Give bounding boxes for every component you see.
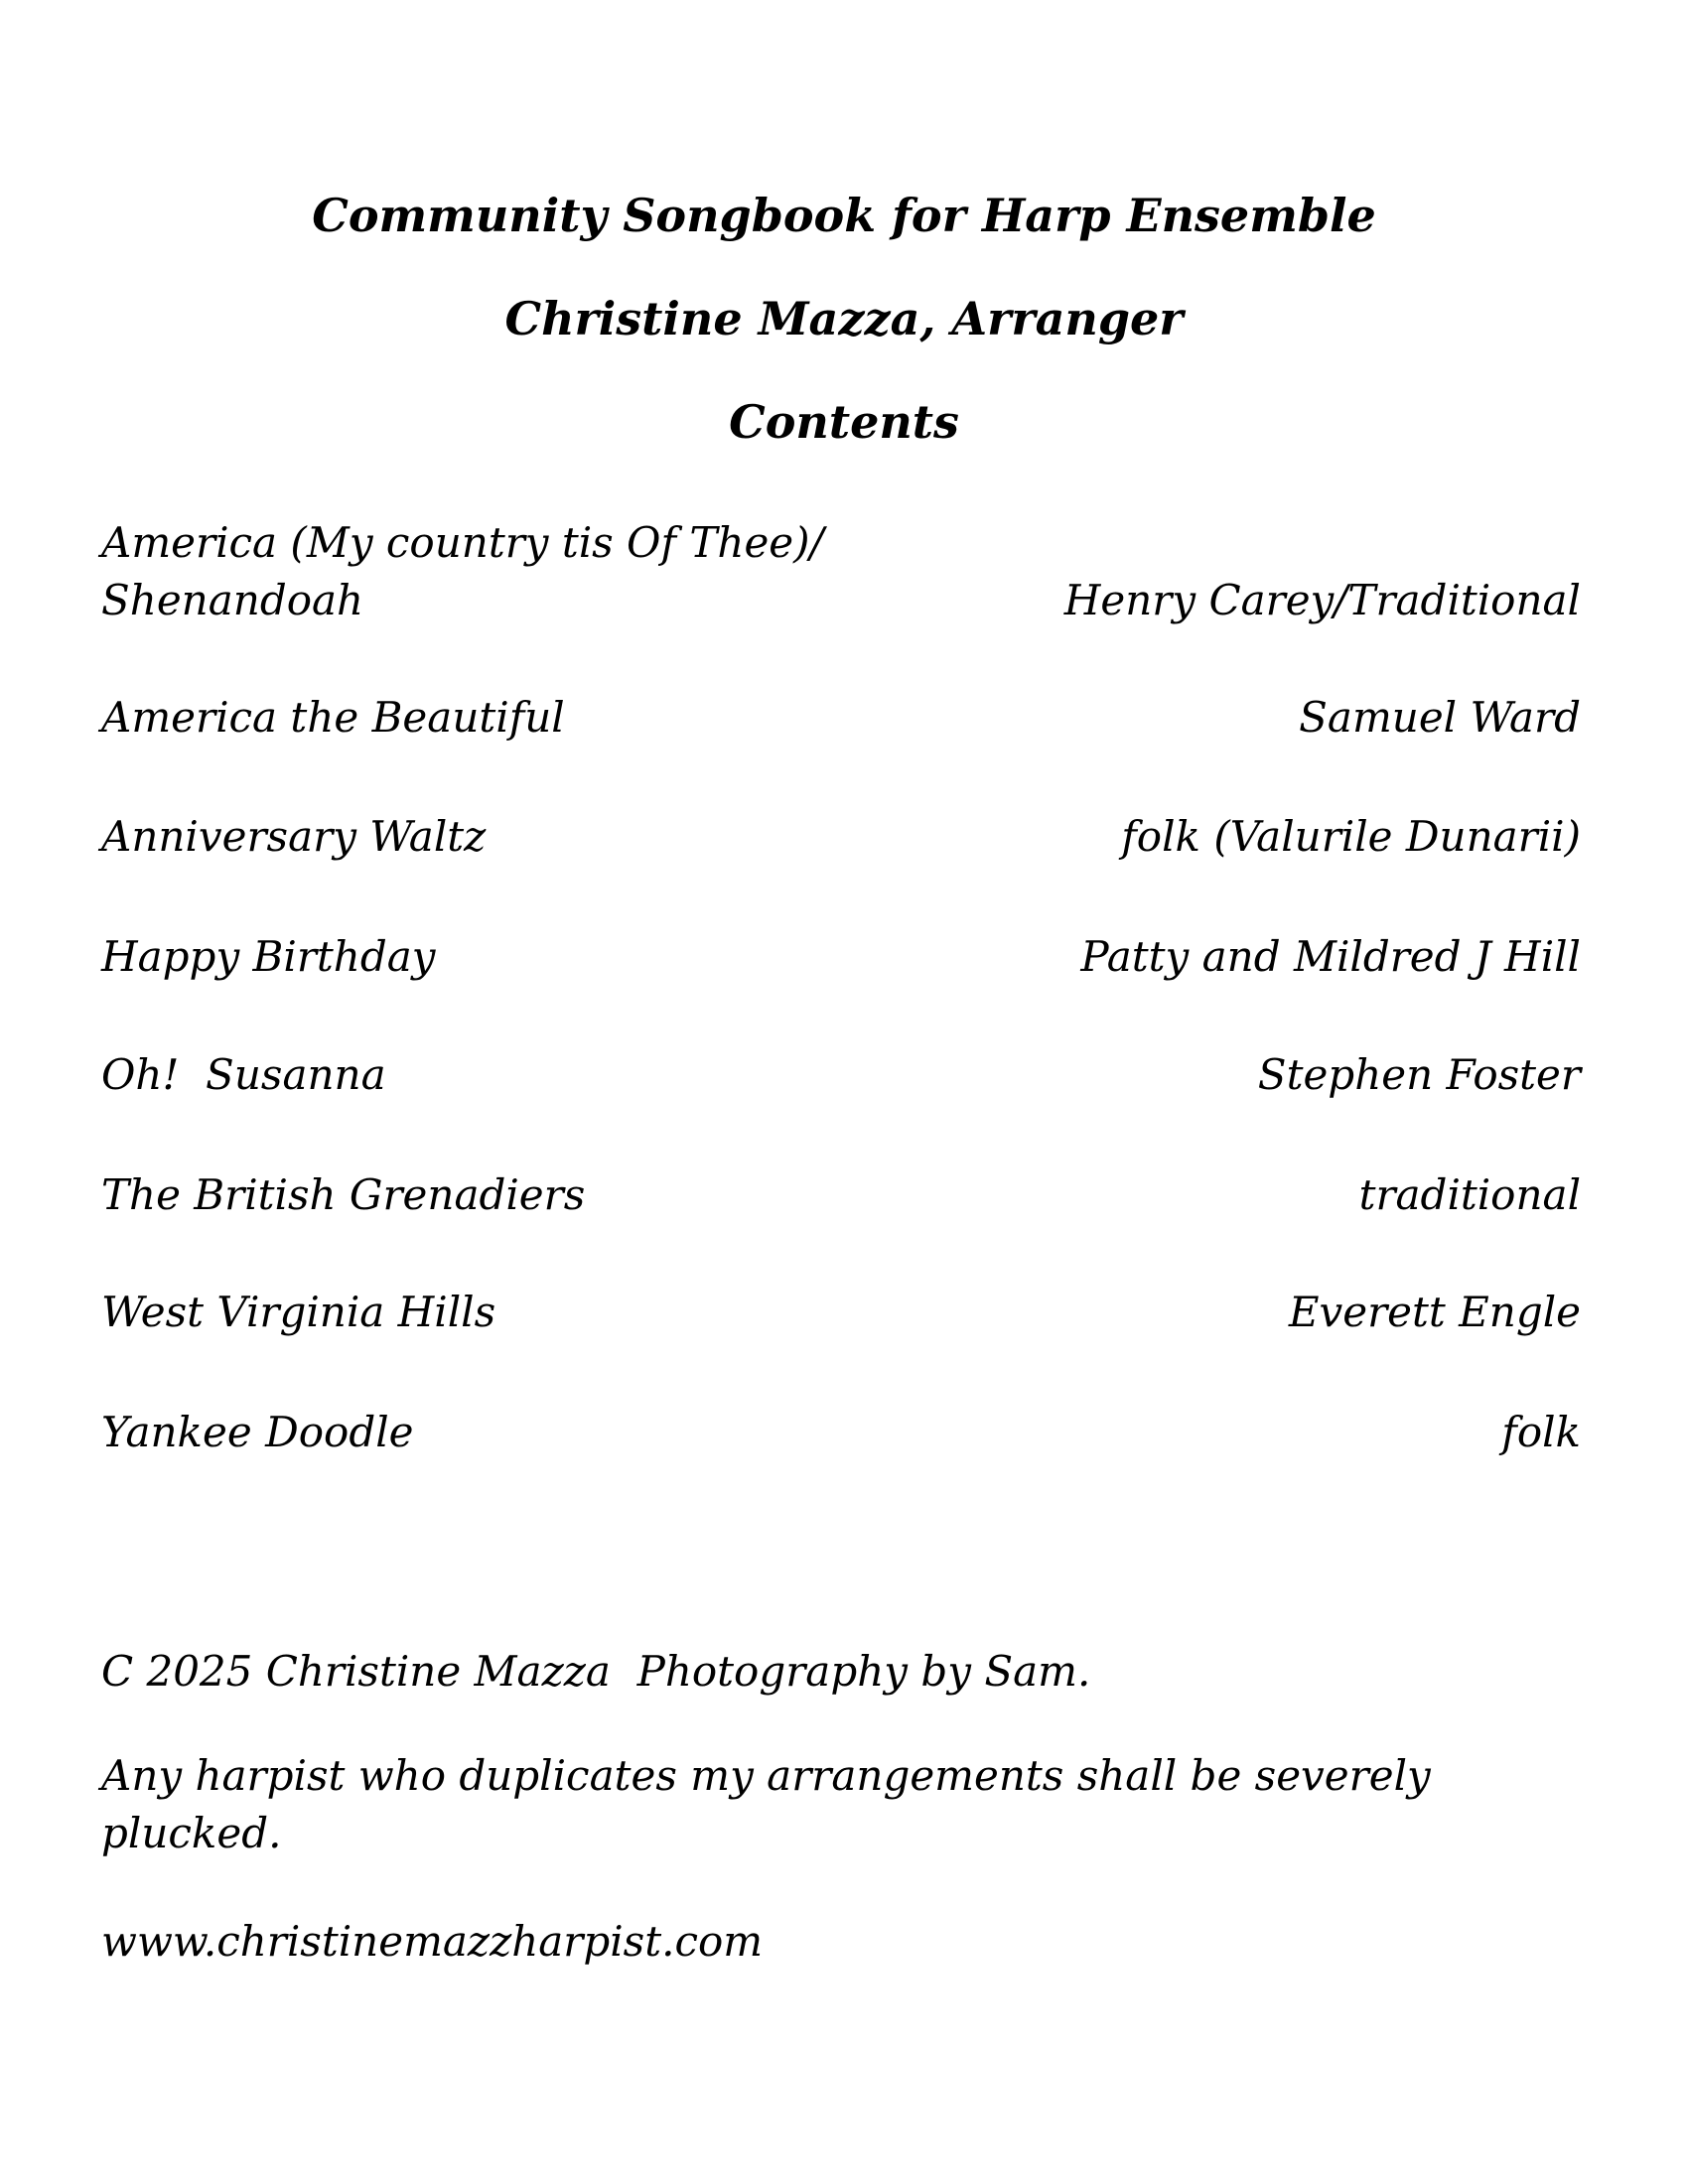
list-item [101, 928, 1581, 986]
list-item [101, 1404, 1581, 1461]
song-composer: traditional [1358, 1170, 1581, 1219]
song-composer: Patty and Mildred J Hill [1080, 932, 1581, 981]
song-title: Yankee Doodle [101, 1408, 414, 1456]
website-link[interactable]: www.christinemazzharpist.com [101, 1917, 764, 1966]
song-title: Anniversary Waltz [101, 812, 487, 861]
list-item [101, 1046, 1581, 1104]
list-item [101, 514, 1581, 629]
list-item [101, 689, 1581, 747]
song-title: The British Grenadiers [101, 1170, 586, 1219]
song-title: Happy Birthday [101, 932, 436, 981]
song-title: America the Beautiful [101, 693, 565, 742]
song-title: America (My country tis Of Thee)/ Shenandoah [101, 518, 824, 624]
copyright-line: C 2025 Christine Mazza Photography by Sam. [101, 1647, 1091, 1696]
song-composer: Samuel Ward [1299, 693, 1581, 742]
warning-text: Any harpist who duplicates my arrangements shall be severely plucked. [101, 1751, 1445, 1857]
contents-heading: Contents [729, 395, 959, 449]
list-item [101, 1284, 1581, 1341]
song-composer: folk (Valurile Dunarii) [1121, 812, 1581, 861]
song-composer: Stephen Foster [1257, 1050, 1581, 1099]
song-composer: folk [1501, 1408, 1581, 1456]
song-composer: Everett Engle [1288, 1288, 1581, 1336]
arranger-line: Christine Mazza, Arranger [504, 292, 1184, 345]
song-composer: Henry Carey/Traditional [1063, 576, 1581, 624]
list-item [101, 1166, 1581, 1224]
page-title: Community Songbook for Harp Ensemble [312, 189, 1376, 242]
song-title: Oh! Susanna [101, 1050, 386, 1099]
song-title: West Virginia Hills [101, 1288, 496, 1336]
list-item [101, 808, 1581, 866]
